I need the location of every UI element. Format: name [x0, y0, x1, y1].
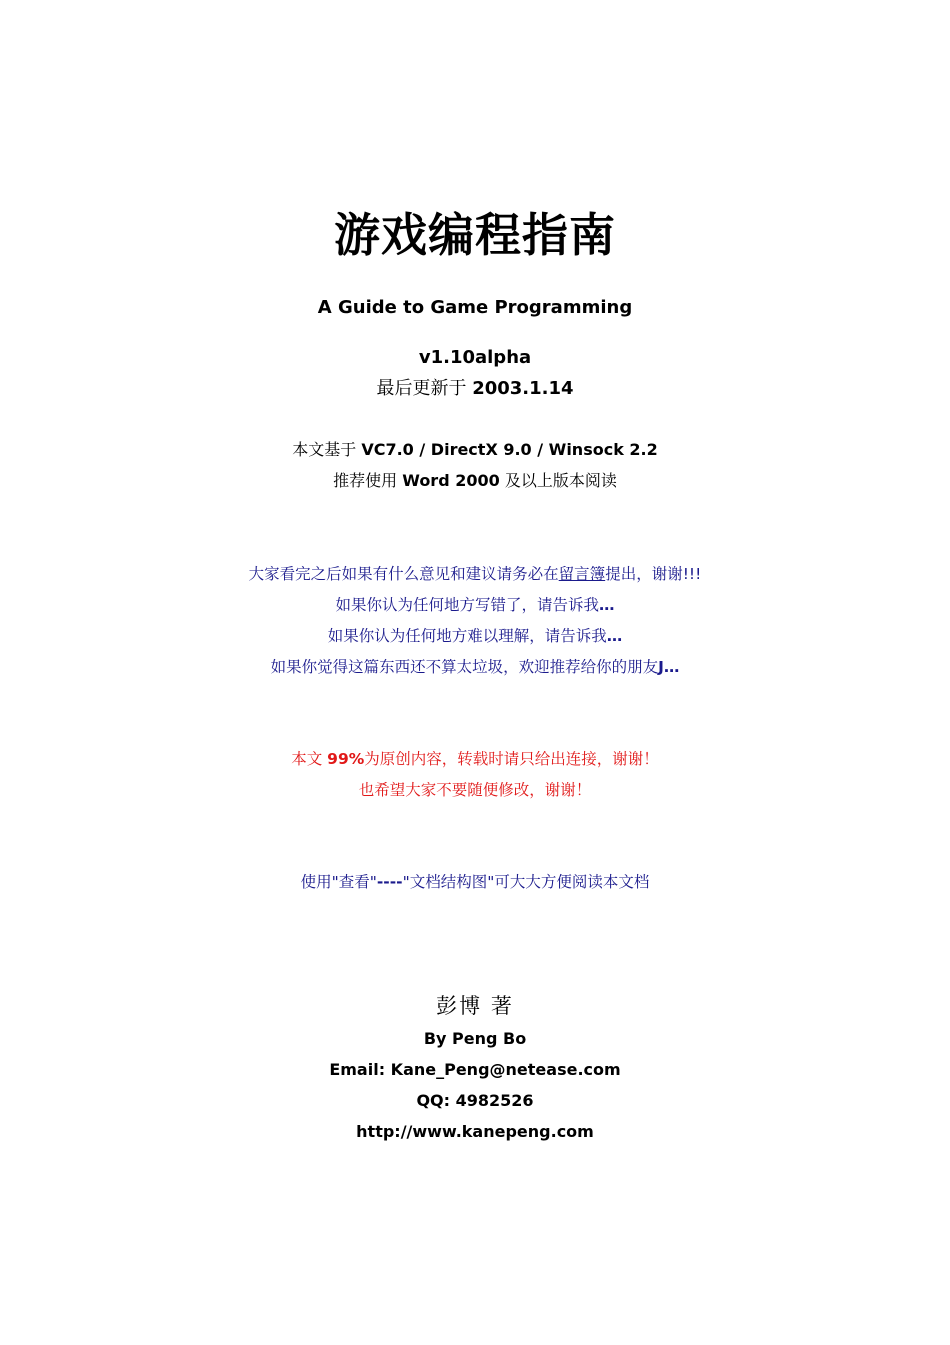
- version-label: v1.10alpha: [418, 347, 532, 368]
- reader-recommendation: [0, 473, 950, 489]
- feedback-line-guestbook: [0, 567, 950, 583]
- map-tip-dashes: ----: [376, 873, 403, 891]
- guestbook-link[interactable]: 留言簿: [558, 565, 606, 583]
- feedback-line2-ellipsis: …: [599, 596, 615, 614]
- copyright-notice: [0, 752, 950, 768]
- copyright-line1-before: 本文: [291, 750, 323, 768]
- feedback-line-recommend: [0, 660, 950, 676]
- platform-basis-label: 本文基于: [292, 440, 357, 459]
- smiley-icon: J: [658, 658, 664, 676]
- map-tip-before: 使用"查看": [300, 873, 377, 891]
- platform-basis-value: VC7.0 / DirectX 9.0 / Winsock 2.2: [361, 440, 658, 459]
- author-name-chinese: 彭博 著: [436, 994, 514, 1018]
- original-percent: 99%: [327, 750, 365, 768]
- feedback-line2-text: 如果你认为任何地方写错了，请告诉我: [335, 596, 599, 614]
- feedback-line4-text: 如果你觉得这篇东西还不算太垃圾，欢迎推荐给你的朋友: [270, 658, 659, 676]
- feedback-line4-ellipsis: …: [663, 658, 680, 676]
- recommend-value: Word 2000: [402, 471, 500, 490]
- recommend-label: 推荐使用: [333, 471, 398, 490]
- feedback-line-unclear: [0, 629, 950, 645]
- document-subtitle: A Guide to Game Programming: [317, 297, 633, 318]
- author-website: http://www.kanepeng.com: [356, 1122, 594, 1141]
- copyright-line1-after: 为原创内容，转载时请只给出连接，谢谢！: [364, 750, 659, 768]
- last-updated: [0, 380, 950, 398]
- author-qq: QQ: 4982526: [416, 1091, 534, 1110]
- author-email: Email: Kane_Peng@netease.com: [329, 1060, 621, 1079]
- map-tip-after: "文档结构图"可大大方便阅读本文档: [402, 873, 650, 891]
- recommend-suffix: 及以上版本阅读: [504, 471, 617, 490]
- last-updated-label: 最后更新于: [376, 378, 467, 399]
- feedback-line1-after: 提出，谢谢!!!: [605, 565, 702, 583]
- document-title: 游戏编程指南: [334, 208, 616, 262]
- platform-basis: [0, 442, 950, 458]
- feedback-line-errors: [0, 598, 950, 614]
- feedback-line3-ellipsis: …: [606, 627, 623, 645]
- document-map-tip: [0, 875, 950, 891]
- feedback-line3-text: 如果你认为任何地方难以理解，请告诉我: [327, 627, 607, 645]
- last-updated-date: 2003.1.14: [472, 378, 574, 399]
- feedback-line1-before: 大家看完之后如果有什么意见和建议请务必在: [248, 565, 559, 583]
- no-modify-notice: 也希望大家不要随便修改，谢谢！: [358, 781, 592, 799]
- author-name-english: By Peng Bo: [423, 1029, 527, 1048]
